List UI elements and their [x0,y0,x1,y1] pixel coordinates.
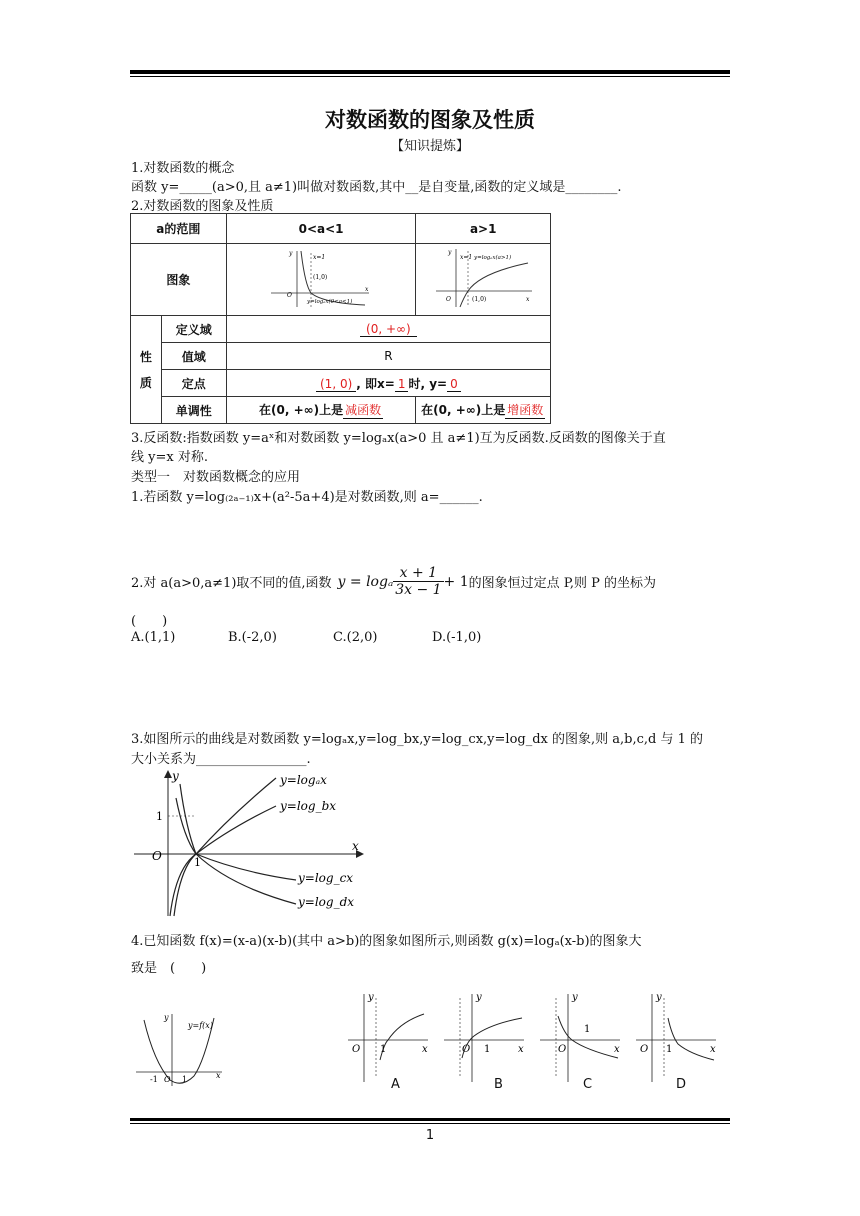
qa-y: y [368,992,374,1003]
q3-origin: O [152,849,162,863]
q4-option-d-graph [632,990,722,1090]
q4-f-neg1: -1 [150,1075,158,1084]
q4-option-a-label: A [391,1077,400,1092]
domain-label: 定义域 [161,316,226,343]
table-header-case2: a>1 [416,214,551,244]
domain-value: (0, +∞) [360,322,417,337]
header-rule-thin [130,76,730,77]
q2-denominator: 3x − 1 [395,582,442,598]
g2-y-axis-label: y [448,249,452,256]
table-header-range: a的范围 [131,214,227,244]
q2-fraction [393,565,443,598]
q4-f-origin: O [164,1075,171,1084]
q2-option-a: A.(1,1) [131,630,176,645]
q4-f-graph [130,1010,230,1090]
table-prop-label [131,316,162,424]
s2-heading: 2.对数函数的图象及性质 [131,199,274,214]
s3-line1: 3.反函数:指数函数 y=aˣ和对数函数 y=logₐx(a>0 且 a≠1)互为反函数.反函数的图像关于直 [131,431,666,446]
qa-x: x [422,1044,428,1055]
graph-decreasing [261,245,381,311]
mono-prefix-2: 在(0, +∞)上是 [421,403,506,417]
q4-f-one: 1 [182,1075,188,1084]
q3-x-axis: x [352,839,359,853]
qc-y: y [572,992,578,1003]
q3-label-c: y=log_cx [298,871,354,885]
page-title: 对数函数的图象及性质 [325,108,535,132]
q3-label-d: y=log_dx [298,895,355,909]
fixed-point-value: (1, 0) [316,377,356,392]
graph-increasing-cell [416,244,551,316]
fixed-mid1: , 即x= [356,376,395,391]
g2-x1-label: x=1 [460,254,473,261]
q3-figure [130,768,370,918]
q3-line2: 大小关系为_________________. [131,752,311,767]
qb-origin: O [462,1044,471,1055]
range-label: 值域 [161,343,226,370]
q3-line1: 3.如图所示的曲线是对数函数 y=logₐx,y=log_bx,y=log_cx,y=log_dx 的图象,则 a,b,c,d 与 1 的 [131,732,704,747]
q2-fn-pre: y = logₐ [337,573,394,590]
qa-one: 1 [380,1044,387,1055]
footer-rule-thin [130,1123,730,1124]
fixed-x-value: 1 [395,377,409,392]
q4-option-a-graph [344,990,434,1090]
qb-one: 1 [484,1044,491,1055]
q3-one-x: 1 [194,856,201,869]
monotonicity-label: 单调性 [161,397,226,424]
q4-option-d-label: D [676,1077,687,1092]
fixed-mid2: 时, y= [408,376,448,391]
range-value: R [226,343,550,370]
q4-f-y: y [164,1013,169,1022]
qd-x: x [710,1044,716,1055]
fixed-point-label: 定点 [161,370,226,397]
graph-increasing [428,245,538,311]
q3-label-b: y=log_bx [280,799,337,813]
prop-label-text: 性质 [139,349,152,390]
q4-line1: 4.已知函数 f(x)=(x-a)(x-b)(其中 a>b)的图象如图所示,则函数 g(x)=logₐ(x-b)的图象大 [131,934,642,949]
g1-fn-label: y=logₐx(0<a<1) [307,299,353,305]
q2-option-c: C.(2,0) [333,630,378,645]
q4-line2: 致是 ( ) [131,961,207,976]
g1-y-axis-label: y [289,250,293,257]
q4-option-b-graph [440,990,530,1090]
table-header-case1: 0<a<1 [226,214,416,244]
g2-point-label: (1,0) [472,296,487,303]
mono-increasing-cell [416,397,551,424]
q4-option-c-label: C [583,1077,593,1092]
question-2 [131,565,656,598]
g1-x-axis-label: x [365,286,369,293]
qd-one: 1 [666,1044,673,1055]
mono-value-increasing: 增函数 [507,403,544,417]
mono-value-decreasing: 减函数 [345,403,382,417]
q4-f-label: y=f(x) [188,1021,213,1030]
g1-point-label: (1,0) [313,274,328,281]
g1-x1-label: x=1 [313,254,326,261]
page-number: 1 [425,1128,435,1143]
q2-pre: 2.对 a(a>0,a≠1)取不同的值,函数 [131,576,332,591]
q2-fn-post: + 1 [443,573,469,590]
mono-prefix-1: 在(0, +∞)上是 [259,403,344,417]
table-row-graph-label: 图象 [131,244,227,316]
g2-origin: O [446,296,452,303]
qa-origin: O [352,1044,361,1055]
type1-heading: 类型一 对数函数概念的应用 [131,470,301,485]
qc-one: 1 [584,1024,591,1035]
header-rule-thick [130,70,730,74]
q3-one-y: 1 [156,810,163,823]
domain-value-cell [226,316,550,343]
section-subtitle: 【知识提炼】 [390,139,469,154]
fixed-point-cell [226,370,550,397]
qb-y: y [476,992,482,1003]
g2-x-axis-label: x [526,296,530,303]
q3-label-a: y=logₐx [280,773,327,787]
qc-x: x [614,1044,620,1055]
q3-y-axis: y [172,769,179,783]
qd-origin: O [640,1044,649,1055]
q4-option-c-graph [536,990,626,1090]
g2-fn-label: y=logₐx(a>1) [474,255,512,261]
question-1: 1.若函数 y=log₍₂ₐ₋₁₎x+(a²-5a+4)是对数函数,则 a=______. [131,490,483,505]
q4-f-x: x [216,1071,221,1080]
property-table [130,213,551,424]
q2-post: 的图象恒过定点 P,则 P 的坐标为 [468,576,657,591]
q2-numerator: x + 1 [393,565,443,582]
qc-origin: O [558,1044,567,1055]
q4-option-b-label: B [494,1077,503,1092]
s1-heading: 1.对数函数的概念 [131,161,235,176]
footer-rule-thick [130,1118,730,1121]
q2-option-d: D.(-1,0) [432,630,482,645]
qd-y: y [656,992,662,1003]
s3-line2: 线 y=x 对称. [131,450,208,465]
q2-option-b: B.(-2,0) [228,630,277,645]
g1-origin: O [287,292,292,299]
mono-decreasing-cell [226,397,416,424]
graph-decreasing-cell [226,244,416,316]
s1-line: 函数 y=_____(a>0,且 a≠1)叫做对数函数,其中__是自变量,函数的定义域是________. [131,180,622,195]
q2-paren: ( ) [131,614,168,629]
qb-x: x [518,1044,524,1055]
fixed-y-value: 0 [447,377,461,392]
